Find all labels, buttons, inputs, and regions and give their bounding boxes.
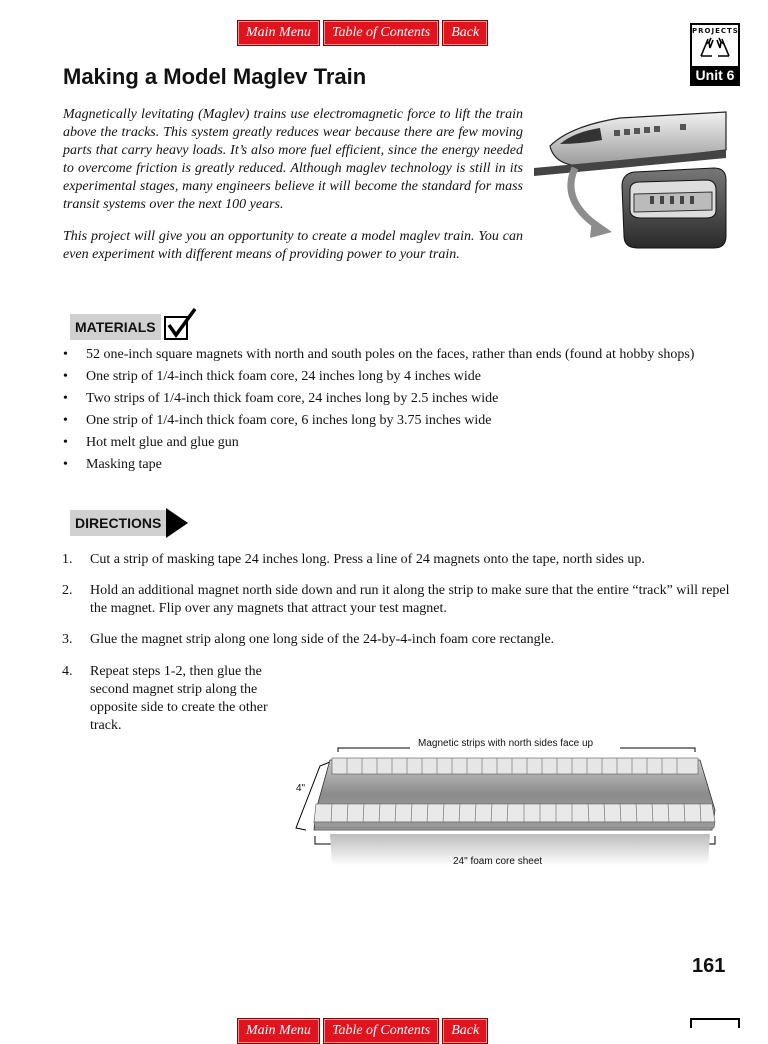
direction-step-3 bbox=[62, 631, 732, 649]
materials-list bbox=[58, 346, 738, 478]
direction-step-2 bbox=[62, 582, 732, 618]
list-item: • Two strips of 1/4-inch thick foam core, 24 inches long by 2.5 inches wide bbox=[58, 390, 738, 408]
list-item: • 52 one-inch square magnets with north and south poles on the faces, rather than ends (found at hobby shops) bbox=[58, 346, 738, 364]
materials-heading bbox=[70, 314, 197, 340]
diagram-top-caption: Magnetic strips with north sides face up bbox=[418, 738, 594, 749]
directions-heading bbox=[70, 510, 188, 536]
main-menu-button[interactable]: Main Menu bbox=[237, 1018, 320, 1044]
checkbox-icon bbox=[163, 307, 197, 341]
step-number: 1. bbox=[62, 552, 73, 567]
table-of-contents-button[interactable]: Table of Contents bbox=[323, 1018, 439, 1044]
main-menu-button[interactable]: Main Menu bbox=[237, 20, 320, 46]
bottom-nav bbox=[237, 1018, 488, 1044]
list-item: • One strip of 1/4-inch thick foam core, 6 inches long by 3.75 inches wide bbox=[58, 412, 738, 430]
materials-heading-label: MATERIALS bbox=[70, 314, 161, 340]
maglev-train-illustration bbox=[530, 106, 730, 256]
direction-step-1 bbox=[62, 551, 732, 569]
intro-paragraph-1: Magnetically levitating (Maglev) trains use electromagnetic force to lift the train above the tracks. This system greatly reduces wear because there are few moving parts that carry heavy loads. It’s also more fuel efficient, since the energy needed to overcome friction is greatly reduced. Although maglev technology is still in its experimental stages, many engineers believe it will become the standard for mass transit systems over the next 100 years. bbox=[63, 107, 523, 212]
step-number: 3. bbox=[62, 632, 73, 647]
arrow-right-icon bbox=[166, 508, 188, 538]
page-number: 161 bbox=[692, 955, 726, 977]
back-button[interactable]: Back bbox=[442, 20, 488, 46]
hands-icon bbox=[698, 36, 732, 58]
top-nav bbox=[237, 20, 488, 46]
step-text: Cut a strip of masking tape 24 inches long. Press a line of 24 magnets onto the tape, north sides up. bbox=[90, 552, 645, 567]
diagram-side-caption: 4" bbox=[296, 783, 306, 794]
list-item: • Masking tape bbox=[58, 456, 738, 474]
step-number: 4. bbox=[62, 664, 73, 679]
list-item: • Hot melt glue and glue gun bbox=[58, 434, 738, 452]
diagram-bottom-caption: 24" foam core sheet bbox=[453, 856, 543, 867]
magnet-track-diagram bbox=[290, 738, 730, 873]
back-button[interactable]: Back bbox=[442, 1018, 488, 1044]
unit-label: Unit 6 bbox=[692, 66, 738, 84]
step-number: 2. bbox=[62, 583, 73, 598]
step-text: Repeat steps 1-2, then glue the second magnet strip along the opposite side to create the other track. bbox=[90, 664, 268, 733]
projects-unit-badge bbox=[690, 23, 740, 86]
list-item: • One strip of 1/4-inch thick foam core, 24 inches long by 4 inches wide bbox=[58, 368, 738, 386]
page-title: Making a Model Maglev Train bbox=[63, 64, 367, 89]
projects-unit-badge-bottom bbox=[690, 1018, 740, 1028]
step-text: Glue the magnet strip along one long side of the 24-by-4-inch foam core rectangle. bbox=[90, 632, 555, 647]
step-text: Hold an additional magnet north side down and run it along the strip to make sure that the entire “track” will repel the magnet. Flip over any magnets that attract your test magnet. bbox=[90, 583, 730, 616]
intro-paragraph-2: This project will give you an opportunity to create a model maglev train. You can even experiment with different means of providing power to your train. bbox=[63, 229, 523, 262]
direction-step-4 bbox=[62, 663, 280, 735]
directions-heading-label: DIRECTIONS bbox=[70, 510, 166, 536]
table-of-contents-button[interactable]: Table of Contents bbox=[323, 20, 439, 46]
badge-label: PROJECTS bbox=[692, 27, 739, 35]
